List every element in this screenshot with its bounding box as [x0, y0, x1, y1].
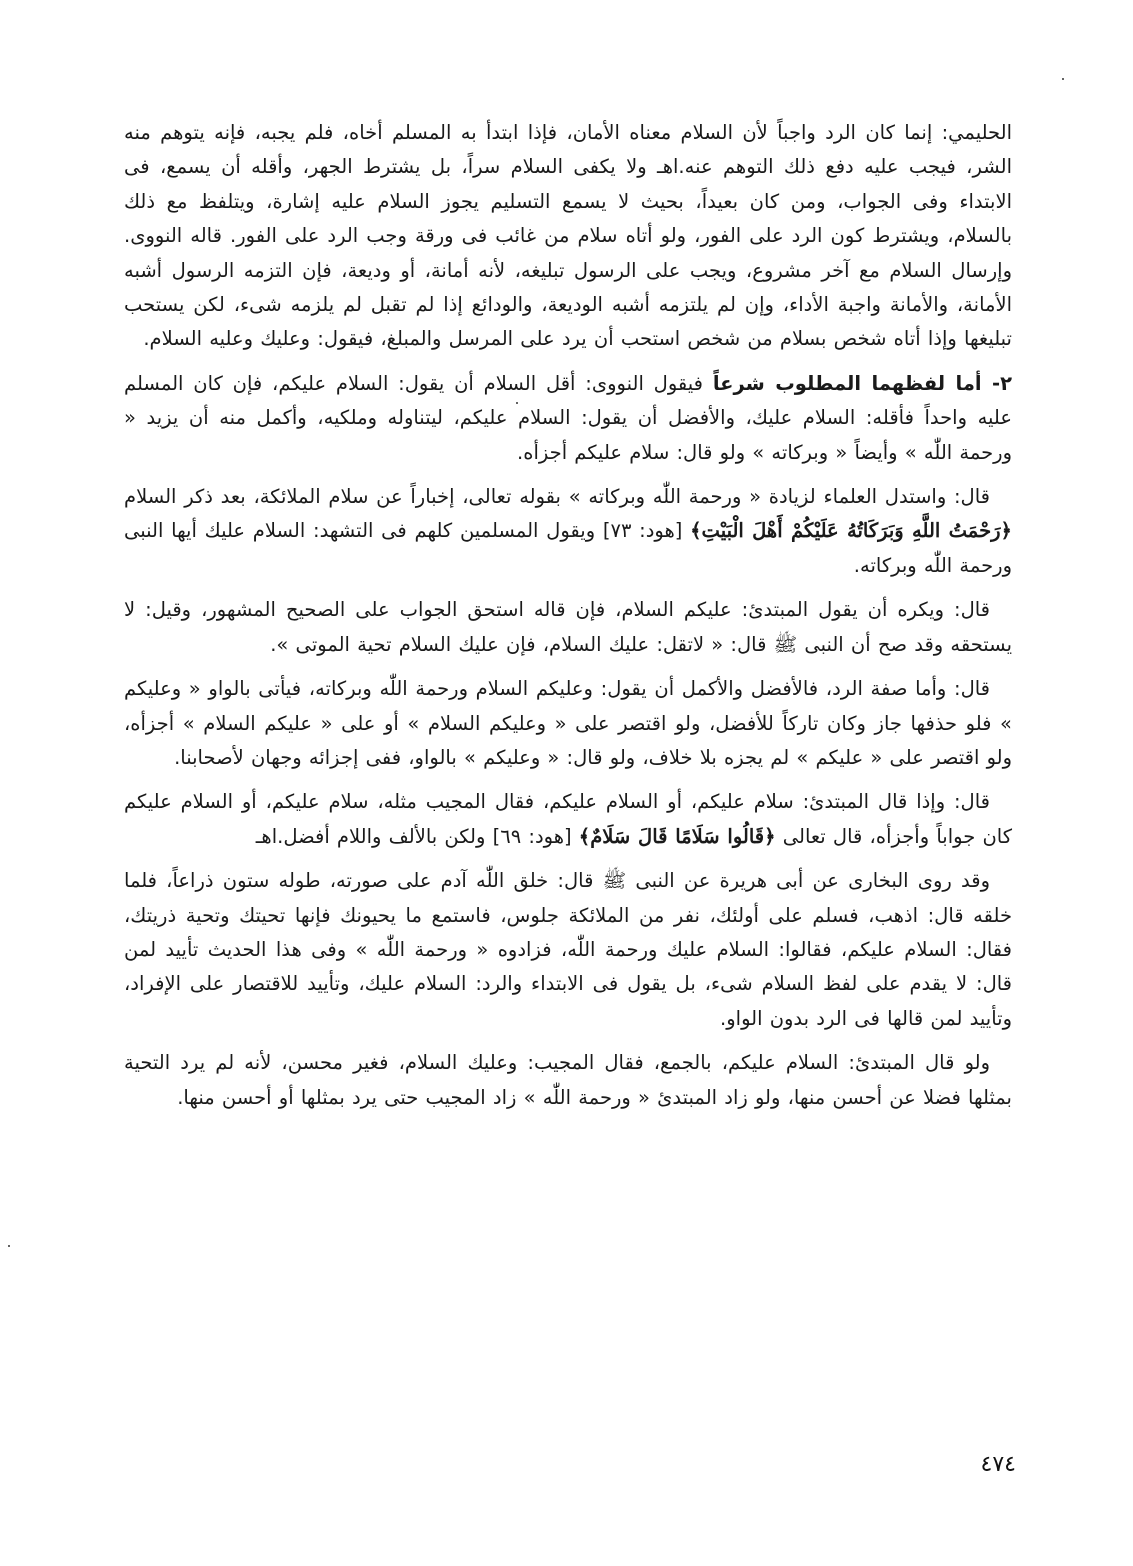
paragraph-disliked: قال: ويكره أن يقول المبتدئ: عليكم السلام، فإن قاله استحق الجواب على الصحيح المشهور، وقيل: لا يستحقه وقد صح أن النبى ﷺ قال: « لاتقل: عليك السلام، فإن عليك السلام تحية الموتى ».	[124, 598, 1012, 656]
section-heading: ٢- أما لفظهما المطلوب شرعاً	[712, 371, 1012, 395]
body-text	[124, 116, 1012, 1125]
scan-speck	[8, 1245, 10, 1247]
quran-verse: ﴿رَحْمَتُ اللَّهِ وَبَرَكَاتُهُ عَلَيْكُمْ أَهْلَ الْبَيْتِ﴾	[690, 519, 1012, 543]
paragraph-initiator	[124, 785, 1012, 854]
paragraph-text: فيقول النووى: أقل السلام أن يقول: السلام عليكم، فإن كان المسلم عليه واحداً فأقله: السلام عليك، والأفضل أن يقول: السلام عليكم، ليتناوله وملكيه، وأكمل منه أن يزيد « ورحمة اللّٰه » وأيضاً « وبركاته » ولو قال: سلام عليكم أجزأه.	[124, 371, 1012, 464]
scan-speck	[1062, 78, 1064, 80]
paragraph-text: قال: واستدل العلماء لزيادة « ورحمة اللّٰه وبركاته » بقوله تعالى، إخباراً عن سلام الملائكة، بعد ذكر السلام	[124, 485, 990, 509]
paragraph-wording	[124, 367, 1012, 470]
paragraph-halimi: الحليمي: إنما كان الرد واجباً لأن السلام معناه الأمان، فإذا ابتدأ به المسلم أخاه، فلم يجبه، فإنه يتوهم منه الشر، فيجب عليه دفع ذلك التوهم عنه.اهـ ولا يكفى السلام سراً، بل يشترط الجهر، وأقله أن يسمع، فى الابتداء وفى الجواب، ومن كان بعيداً، بحيث لا يسمع التسليم يجوز السلام عليه إشارة، ويتلفظ مع ذلك بالسلام، ويشترط كون الرد على الفور، ولو أتاه سلام من غائب فى ورقة وجب الرد على الفور. قاله النووى. وإرسال السلام مع آخر مشروع، ويجب على الرسول تبليغه، لأنه أمانة، أو وديعة، فإن التزمه الرسول أشبه الأمانة، والأمانة واجبة الأداء، وإن لم يلتزمه أشبه الوديعة، والودائع إذا لم تقبل لم يلزمه شىء، لكن يستحب تبليغها وإذا أتاه شخص بسلام من شخص استحب أن يرد على المرسل والمبلغ، فيقول: وعليك وعليه السلام.	[124, 121, 1012, 351]
paragraph-text: [هود: ٦٩] ولكن بالألف واللام أفضل.اهـ	[255, 824, 579, 848]
paragraph-scholars	[124, 480, 1012, 583]
paragraph-plural: ولو قال المبتدئ: السلام عليكم، بالجمع، فقال المجيب: وعليك السلام، فغير محسن، لأنه لم يرد التحية بمثلها فضلا عن أحسن منها، ولو زاد المبتدئ « ورحمة اللّٰه » زاد المجيب حتى يرد بمثلها أو أحسن منها.	[124, 1051, 1012, 1109]
page-number: ٤٧٤	[980, 1452, 1016, 1477]
paragraph-bukhari: وقد روى البخارى عن أبى هريرة عن النبى ﷺ قال: خلق اللّٰه آدم على صورته، طوله ستون ذراعاً، فلما خلقه قال: اذهب، فسلم على أولئك، نفر من الملائكة جلوس، فاستمع ما يحيونك فإنها تحيتك وتحية ذريتك، فقال: السلام عليكم، فقالوا: السلام عليك ورحمة اللّٰه، فزادوه « ورحمة اللّٰه » وفى هذا الحديث تأييد لمن قال: لا يقدم على لفظ السلام شىء، بل يقول فى الابتداء والرد: السلام عليك، وتأييد للاقتصار على الإفراد، وتأييد لمن قالها فى الرد بدون الواو.	[124, 869, 1012, 1030]
paragraph-text: [هود: ٧٣] ويقول المسلمين كلهم فى التشهد: السلام عليك أيها النبى ورحمة اللّٰه وبركاته.	[124, 519, 1012, 577]
paragraph-text: قال: وإذا قال المبتدئ: سلام عليكم، أو السلام عليكم، فقال المجيب مثله، سلام عليكم، أو السلام عليكم كان جواباً وأجزأه، قال تعالى	[124, 790, 1012, 848]
paragraph-reply-form: قال: وأما صفة الرد، فالأفضل والأكمل أن يقول: وعليكم السلام ورحمة اللّٰه وبركاته، فيأتى بالواو « وعليكم » فلو حذفها جاز وكان تاركاً للأفضل، ولو اقتصر على « وعليكم السلام » أو على « عليكم السلام » أجزأه، ولو اقتصر على « عليكم » لم يجزه بلا خلاف، ولو قال: « وعليكم » بالواو، ففى إجزائه وجهان لأصحابنا.	[124, 677, 1012, 769]
quran-verse: ﴿قَالُوا سَلَامًا قَالَ سَلَامٌ﴾	[578, 824, 776, 848]
